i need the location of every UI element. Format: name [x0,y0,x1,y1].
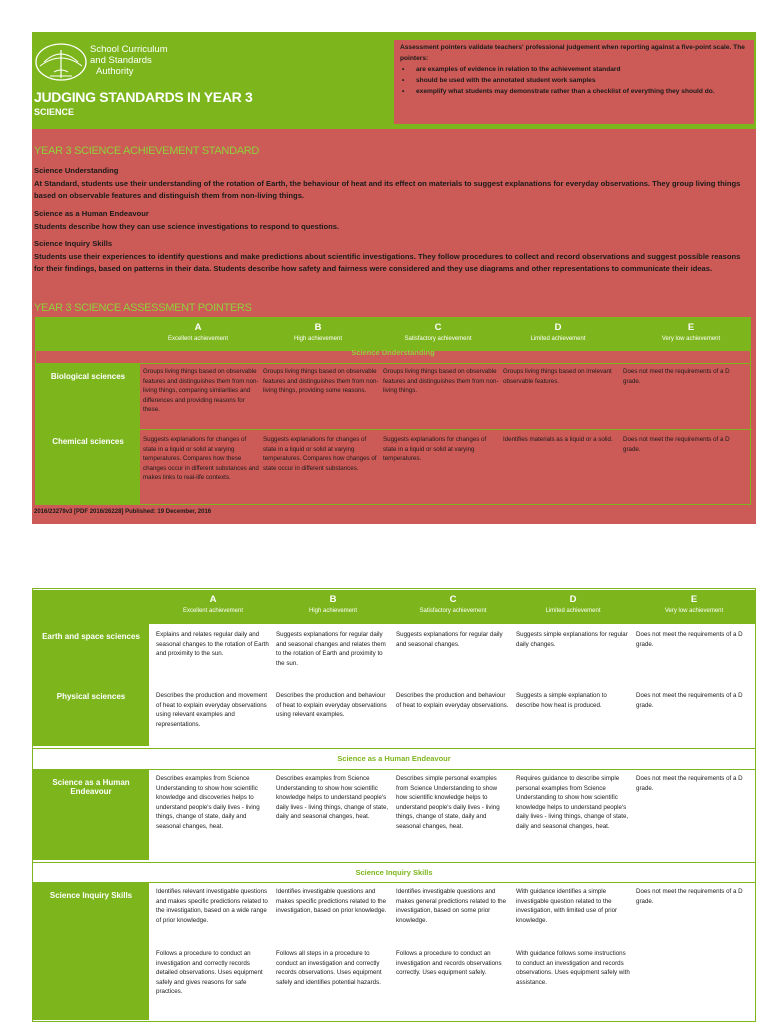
cell-sis-d: With guidance identifies a simple investigable question related to the investigation, with limited use of prior knowledge. [516,888,618,924]
cell-chem-c: Suggests explanations for changes of state in a liquid or solid at varying temperatures. [383,436,487,463]
cell-she-e: Does not meet the requirements of a D grade. [636,775,743,792]
document-title: JUDGING STANDARDS IN YEAR 3 [34,89,253,105]
grade-header-e: E Very low achievement [664,594,724,614]
cell-earth-b: Suggests explanations for regular daily and seasonal changes and relates them to the rotation of Earth and proximity to the sun. [276,631,386,667]
cell-sis2-b: Follows all steps in a procedure to conduct an investigation and correctly records observations. Uses equipment safely and identifies potential hazards. [276,950,382,986]
cell-she-c: Describes simple personal examples from Science Understanding to show how scientific knowledge helps to understand people's daily lives - living things, change of state, daily and seasonal changes, heat. [396,775,500,830]
grade-header-a: A Excellent achievement [167,322,229,342]
cell-earth-d: Suggests simple explanations for regular daily changes. [516,631,628,648]
cell-sis-e: Does not meet the requirements of a D grade. [636,888,743,905]
row-label-biological: Biological sciences [36,364,140,433]
cell-sis-c: Identifies investigable questions and makes general predictions related to the investigation, based on some prior knowledge. [396,888,507,924]
grade-header-c: C Satisfactory achievement [419,594,487,614]
page-one [32,32,756,524]
cell-she-a: Describes examples from Science Understanding to show how scientific knowledge and discoveries helps to understand people's daily lives - living things, change of state, daily and seasonal changes, heat. [156,775,260,830]
grade-header-b: B High achievement [308,594,358,614]
scsa-logo-icon [34,40,88,84]
grade-header-b: B High achievement [293,322,343,342]
cell-chem-a: Suggests explanations for changes of state in a liquid or solid at varying temperatures. Compares how these changes occur in different substances and makes links to real-life contexts. [143,436,259,482]
row-label-chemical: Chemical sciences [36,429,140,505]
note-bullet: • are examples of evidence in relation to the achievement standard [400,64,748,75]
cell-sis-a: Identifies relevant investigable questions and makes specific predictions related to the investigation, based on a wide range of prior knowledge. [156,888,268,924]
cell-phys-d: Suggests a simple explanation to describe how heat is produced. [516,692,607,709]
row-divider [36,429,752,430]
pointers-table-su [35,317,751,505]
note-intro: Assessment pointers validate teachers' professional judgement when reporting against a five-point scale. The pointers: [400,44,745,62]
cell-bio-b: Groups living things based on observable features and distinguishes them from non-living things, providing some reasons. [263,368,379,395]
assessment-note-box [394,40,754,124]
cell-bio-c: Groups living things based on observable features and distinguishes them from non-living things. [383,368,499,395]
cell-she-b: Describes examples from Science Understanding to show how scientific knowledge helps to understand people's daily lives - living things, change of state, daily and seasonal changes, heat. [276,775,389,821]
cell-phys-c: Describes the production and behaviour of heat to explain everyday observations. [396,692,509,709]
sis-label: Science Inquiry Skills [34,239,113,248]
cell-chem-e: Does not meet the requirements of a D grade. [623,436,730,453]
section-inquiry-skills: Science Inquiry Skills [33,862,755,883]
grade-header-d: D Limited achievement [530,322,586,342]
su-text: At Standard, students use their understanding of the rotation of Earth, the behaviour of heat and its effect on materials to suggest explanations for everyday observations. They group living things based on observable features and distinguish them from non-living things. [34,179,741,200]
cell-phys-b: Describes the production and behaviour of heat to explain everyday observations using relevant examples. [276,692,387,719]
cell-sis2-d: With guidance follows some instructions to conduct an investigation and records observations. Uses equipment safely with assistance. [516,950,630,986]
org-line-2: and Standards [90,55,152,66]
she-text: Students describe how they can use science investigations to respond to questions. [34,222,340,231]
document-reference: 2016/23279v3 [PDF 2016/26228] Published: 19 December, 2016 [34,509,212,515]
cell-sis2-a: Follows a procedure to conduct an investigation and correctly records detailed observations. Uses equipment safely and gives reasons for safe practices. [156,950,263,996]
cell-chem-b: Suggests explanations for changes of state in a liquid or solid at varying temperatures. Compares how changes of state occur in different substances. [263,436,377,472]
cell-sis2-c: Follows a procedure to conduct an investigation and records observations correctly. Uses equipment safely. [396,950,502,977]
cell-earth-e: Does not meet the requirements of a D grade. [636,631,743,648]
cell-earth-c: Suggests explanations for regular daily and seasonal changes. [396,631,503,648]
organisation-name [90,44,168,77]
su-label: Science Understanding [34,166,119,175]
grade-header-e: E Very low achievement [661,322,721,342]
cell-chem-d: Identifies materials as a liquid or a solid. [503,436,613,443]
header-banner [32,32,756,129]
cell-bio-a: Groups living things based on observable features and distinguishes them from non-living things, comparing similarities and differences and providing reasons for these. [143,368,259,414]
column-divider [630,318,631,351]
cell-bio-e: Does not meet the requirements of a D grade. [623,368,730,385]
grade-header-row [33,590,755,624]
cell-earth-a: Explains and relates regular daily and seasonal changes to the rotation of Earth and proximity to the sun. [156,631,269,658]
row-label-human-endeavour: Science as a Human Endeavour [33,770,149,860]
pointers-table-continued [33,590,755,1020]
document-subject: SCIENCE [34,107,75,117]
note-bullet: • should be used with the annotated student work samples [400,75,748,86]
sis-text: Students use their experiences to identify questions and make predictions about scientific investigations. They follow procedures to collect and record observations and suggest possible reasons for their findings, based on patterns in their data. Students describe how safety and fairness were considered and they use diagrams and other representations to communicate their ideas. [34,252,741,273]
note-list [400,64,748,97]
cell-phys-a: Describes the production and movement of heat to explain everyday observations using relevant examples and representations. [156,692,268,728]
grade-header-d: D Limited achievement [545,594,601,614]
cell-she-d: Requires guidance to describe simple personal examples from Science Understanding to show how scientific knowledge helps to understand people's daily lives - living things, change of state, daily and seasonal changes, heat. [516,775,629,830]
assessment-pointers-heading: YEAR 3 SCIENCE ASSESSMENT POINTERS [34,302,252,314]
achievement-standard-heading: YEAR 3 SCIENCE ACHIEVEMENT STANDARD [34,145,260,157]
row-label-inquiry-skills: Science Inquiry Skills [33,883,149,1020]
note-bullet: • exemplify what students may demonstrate rather than a checklist of everything they should do. [400,86,748,97]
cell-phys-e: Does not meet the requirements of a D grade. [636,692,743,709]
org-line-1: School Curriculum [90,44,168,55]
grade-header-c: C Satisfactory achievement [404,322,472,342]
section-human-endeavour: Science as a Human Endeavour [33,748,755,770]
row-label-earth-space: Earth and space sciences [33,624,149,746]
page-two [32,588,756,1022]
cell-bio-d: Groups living things based on irrelevant observable features. [503,368,612,385]
org-line-3: Authority [96,66,134,77]
cell-sis-b: Identifies investigable questions and makes specific predictions related to the investigation, based on prior knowledge. [276,888,387,915]
grade-header-a: A Excellent achievement [182,594,244,614]
she-label: Science as a Human Endeavour [34,209,149,218]
section-science-understanding: Science Understanding [36,347,750,364]
row-label-physical: Physical sciences [56,692,126,701]
